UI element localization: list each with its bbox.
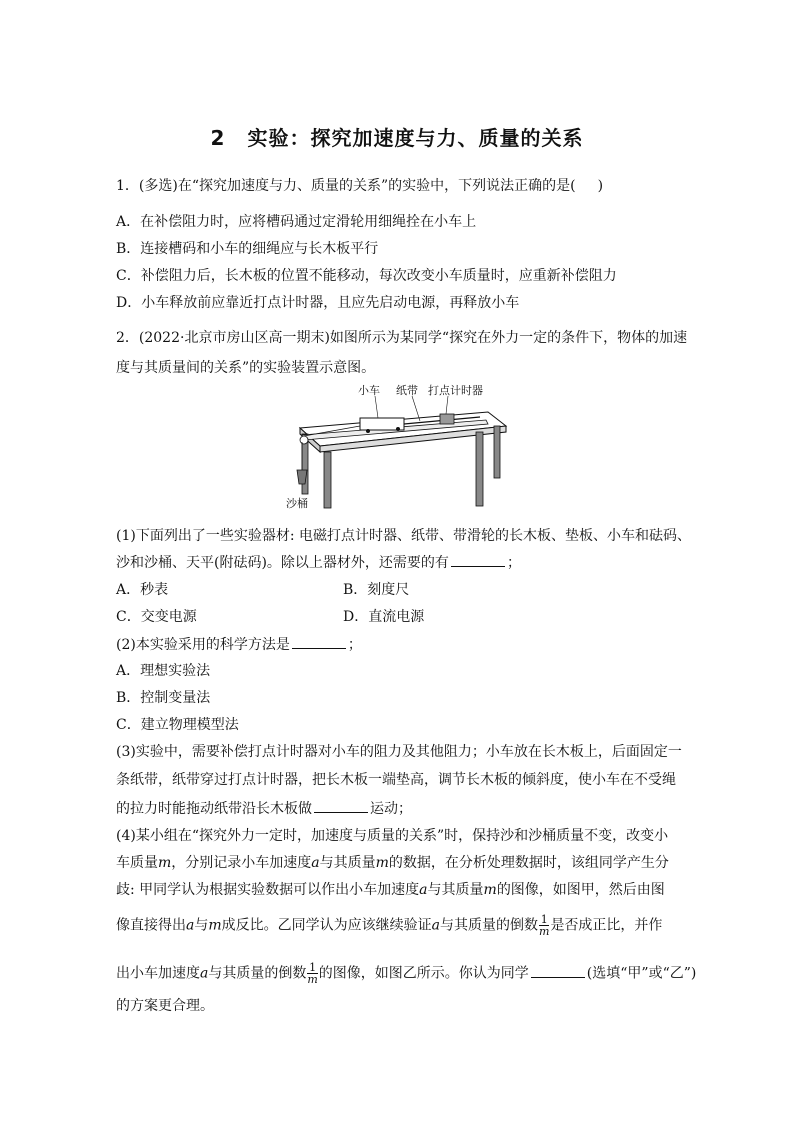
q2-p2-option-a: A．理想实验法 <box>116 663 211 679</box>
section-number: 2 <box>210 126 226 150</box>
table-leg <box>476 432 483 506</box>
q2-p2-option-b: B．控制变量法 <box>116 690 211 706</box>
q1-option-c: C．补偿阻力后，长木板的位置不能移动，每次改变小车质量时，应重新补偿阻力 <box>116 268 617 284</box>
q2-p4-line6: 的方案更合理。 <box>116 998 214 1014</box>
q2-p1-option-b: B．刻度尺 <box>343 582 410 598</box>
q2-p1-line1: (1)下面列出了一些实验器材: 电磁打点计时器、纸带、带滑轮的长木板、垫板、小车和砝码、 <box>116 528 691 544</box>
q2-p3-line2: 条纸带，纸带穿过打点计时器，把长木板一端垫高，调节长木板的倾斜度，使小车在不受绳 <box>116 772 676 788</box>
q2-p2-stem: (2)本实验采用的科学方法是 ； <box>116 634 362 655</box>
q2-stem-line2: 度与其质量间的关系”的实验装置示意图。 <box>116 360 376 376</box>
fraction-one-over-m: $\frac{1}{m}$ <box>539 913 550 938</box>
label-bucket: 沙桶 <box>286 497 308 510</box>
pulley-icon <box>300 436 308 444</box>
q2-stem-line1: 2．(2022·北京市房山区高一期末)如图所示为某同学“探究在外力一定的条件下，物体的加速 <box>116 330 688 346</box>
q2-p4-line1: (4)某小组在“探究外力一定时，加速度与质量的关系”时，保持沙和沙桶质量不变，改变小 <box>116 828 669 844</box>
q1-option-d: D．小车释放前应靠近打点计时器，且应先启动电源，再释放小车 <box>116 295 520 311</box>
answer-blank <box>292 634 346 649</box>
q2-p3-line1: (3)实验中，需要补偿打点计时器对小车的阻力及其他阻力；小车放在长木板上，后面固定一 <box>116 744 682 760</box>
label-tape: 纸带 <box>396 384 418 397</box>
sand-bucket <box>297 470 307 484</box>
q2-p4-line2: 车质量m，分别记录小车加速度a与其质量m的数据，在分析处理数据时，该组同学产生分 <box>116 855 669 871</box>
answer-blank <box>531 963 585 978</box>
apparatus-figure <box>280 384 510 512</box>
q2-p1-option-d: D．直流电源 <box>343 609 425 625</box>
table-leg <box>494 426 500 478</box>
q2-p4-line3: 歧: 甲同学认为根据实验数据可以作出小车加速度a与其质量m的图像，如图甲，然后由图 <box>116 882 665 898</box>
q2-p1-line2: 沙和沙桶、天平(附砝码)。除以上器材外，还需要的有 ； <box>116 552 521 573</box>
q1-option-b: B．连接槽码和小车的细绳应与长木板平行 <box>116 241 379 257</box>
page-title <box>0 122 794 151</box>
q2-p1-option-a: A．秒表 <box>116 582 169 598</box>
section-title: 实验：探究加速度与力、质量的关系 <box>247 126 584 150</box>
q2-p4-line5: 出小车加速度a与其质量的倒数 $\frac{1}{m}$ 的图像，如图乙所示。你认为同学 (选填“甲”或“乙”) <box>116 961 697 986</box>
answer-blank <box>314 798 368 813</box>
table-leg <box>324 452 331 508</box>
timer <box>440 414 454 424</box>
q2-p2-option-c: C．建立物理模型法 <box>116 717 239 733</box>
q1-stem: 1．(多选)在“探究加速度与力、质量的关系”的实验中，下列说法正确的是( ) <box>116 178 604 194</box>
q2-p4-line4: 像直接得出a与m成反比。乙同学认为应该继续验证a与其质量的倒数 $\frac{1}{m}$ 是否成正比，并作 <box>116 913 663 938</box>
q2-p3-line3: 的拉力时能拖动纸带沿长木板做 运动； <box>116 798 412 819</box>
label-timer: 打点计时器 <box>428 384 483 397</box>
label-car: 小车 <box>358 384 380 397</box>
q2-p1-option-c: C．交变电源 <box>116 609 197 625</box>
answer-blank <box>451 552 505 567</box>
q1-option-a: A．在补偿阻力时，应将槽码通过定滑轮用细绳拴在小车上 <box>116 214 477 230</box>
fraction-one-over-m: $\frac{1}{m}$ <box>307 961 318 986</box>
